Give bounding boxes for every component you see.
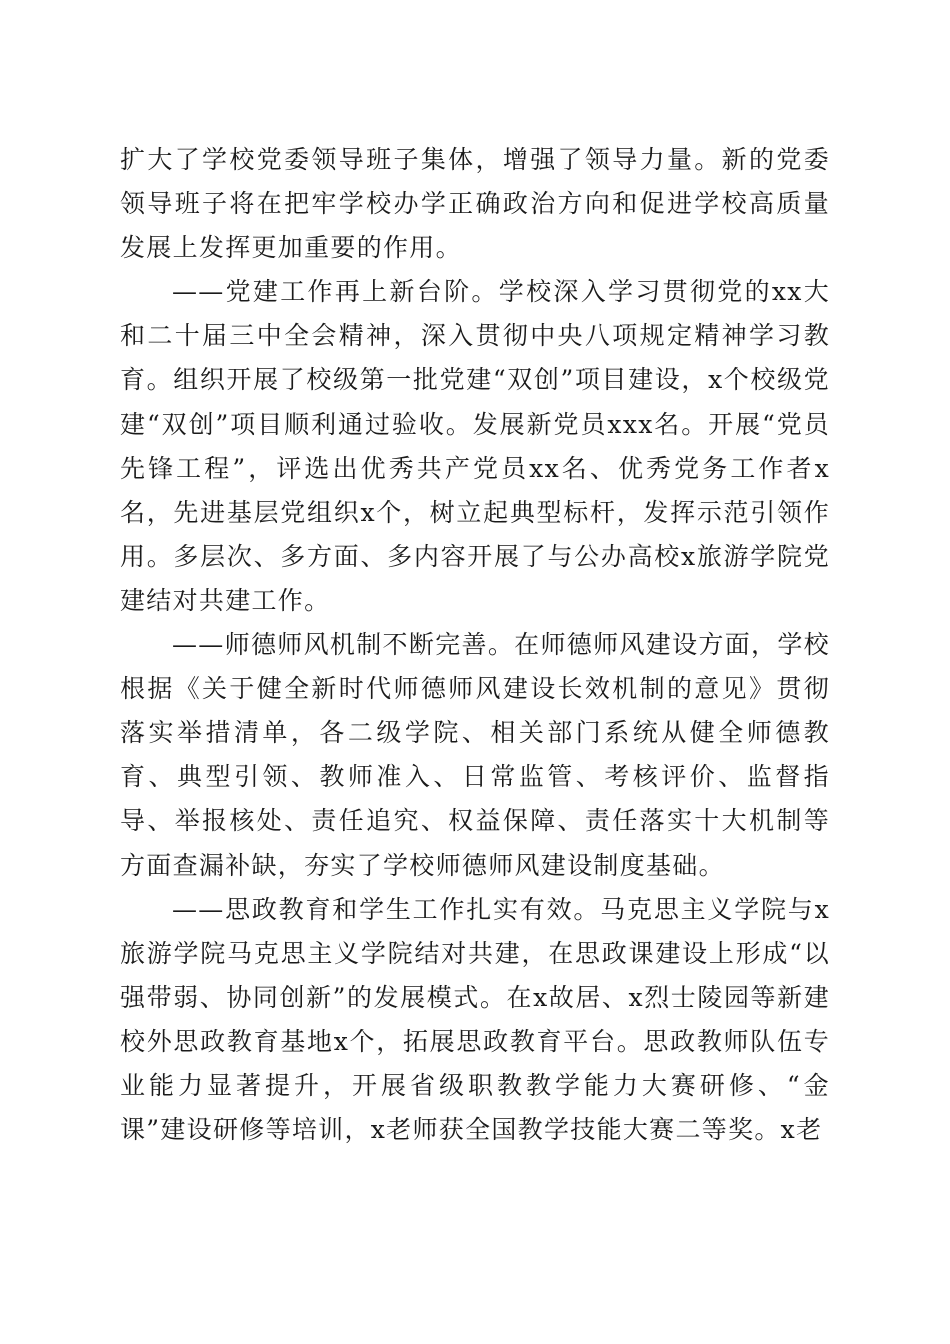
paragraph-leadership: 扩大了学校党委领导班子集体，增强了领导力量。新的党委领导班子将在把牢学校办学正确政治方向和促进学校高质量发展上发挥更加重要的作用。 xyxy=(120,145,830,263)
paragraph-teacher-ethics: ——师德师风机制不断完善。在师德师风建设方面，学校根据《关于健全新时代师德师风建设长效机制的意见》贯彻落实举措清单，各二级学院、相关部门系统从健全师德教育、典型引领、教师准入、日常监管、考核评价、监督指导、举报核处、责任追究、权益保障、责任落实十大机制等方面查漏补缺，夯实了学校师德师风建设制度基础。 xyxy=(120,630,830,880)
paragraph-ideological-education: ——思政教育和学生工作扎实有效。马克思主义学院与x旅游学院马克思主义学院结对共建，在思政课建设上形成“以强带弱、协同创新”的发展模式。在x故居、x烈士陵园等新建校外思政教育基地x个，拓展思政教育平台。思政教师队伍专业能力显著提升，开展省级职教教学能力大赛研修、“金课”建设研修等培训，x老师获全国教学技能大赛二等奖。x老 xyxy=(120,894,830,1145)
paragraph-party-building: ——党建工作再上新台阶。学校深入学习贯彻党的xx大和二十届三中全会精神，深入贯彻中央八项规定精神学习教育。组织开展了校级第一批党建“双创”项目建设，x个校级党建“双创”项目顺利通过验收。发展新党员xxx名。开展“党员先锋工程”，评选出优秀共产党员xx名、优秀党务工作者x名，先进基层党组织x个，树立起典型标杆，发挥示范引领作用。多层次、多方面、多内容开展了与公办高校x旅游学院党建结对共建工作。 xyxy=(120,277,830,615)
document-body xyxy=(120,138,830,1152)
